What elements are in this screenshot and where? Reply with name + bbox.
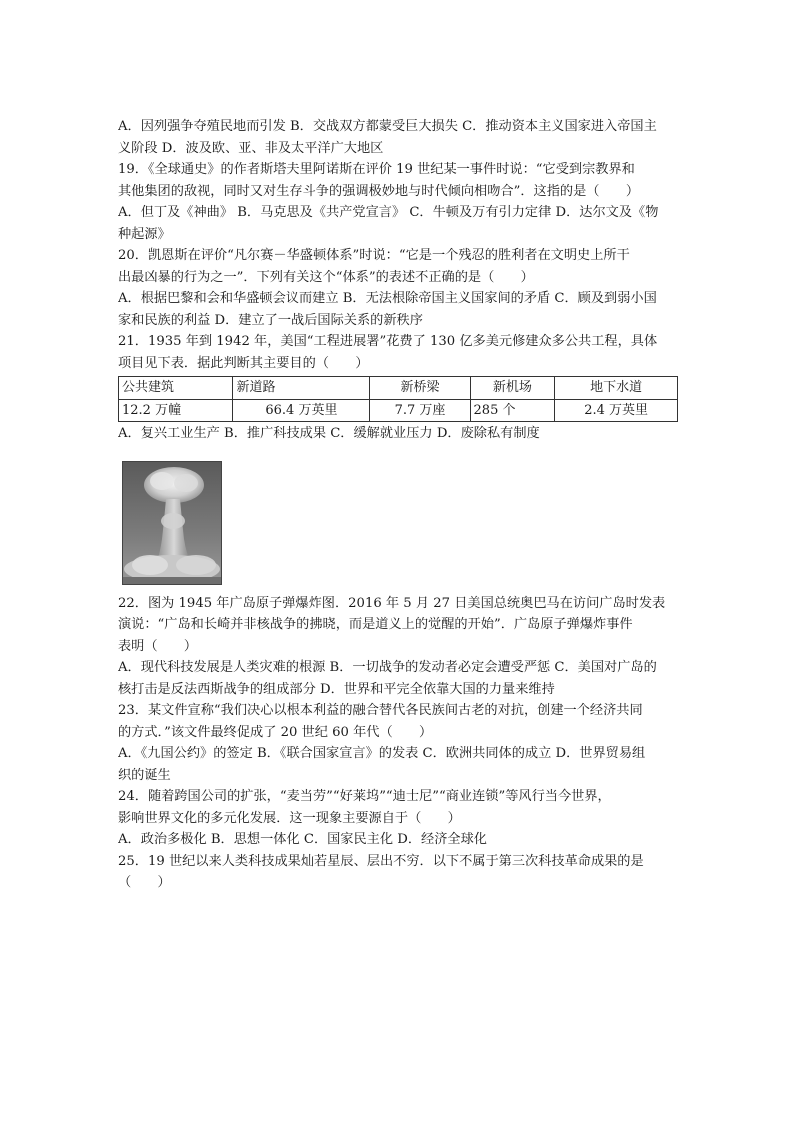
table-cell: 2.4 万英里 <box>555 399 678 422</box>
text-line: （ ） <box>118 875 171 890</box>
text-line: A．但丁及《神曲》 B．马克思及《共产党宣言》 C．牛顿及万有引力定律 D．达尔文及《物 <box>118 205 659 220</box>
text-line: 出最凶暴的行为之一”．下列有关这个“体系”的表述不正确的是（ ） <box>118 269 534 285</box>
table-header-cell: 地下水道 <box>555 377 678 400</box>
text-line: 影响世界文化的多元化发展．这一现象主要源自于（ ） <box>118 810 461 826</box>
text-line: A．根据巴黎和会和华盛顿会议而建立 B．无法根除帝国主义国家间的矛盾 C．顾及到弱小国 <box>118 291 657 306</box>
text-line: 24．随着跨国公司的扩张，“麦当劳”“好莱坞”“迪士尼”“商业连锁”等风行当今世界， <box>118 789 611 804</box>
text-line: 演说：“广岛和长崎并非核战争的拂晓，而是道义上的觉醒的开始”．广岛原子弹爆炸事件 <box>118 617 633 632</box>
text-line: 表明（ ） <box>118 638 198 654</box>
table-header-cell: 新机场 <box>470 377 555 400</box>
text-line: 20．凯恩斯在评价“凡尔赛－华盛顿体系”时说：“它是一个残忍的胜利者在文明史上所干 <box>118 248 630 263</box>
text-line: 25．19 世纪以来人类科技成果灿若星辰、层出不穷．以下不属于第三次科技革命成果的是 <box>118 853 644 869</box>
mushroom-cloud-photo-icon <box>122 461 222 585</box>
text-line: 织的诞生 <box>118 767 171 783</box>
table-cell: 66.4 万英里 <box>233 399 370 422</box>
text-line: 23．某文件宣称“我们决心以根本利益的融合替代各民族间古老的对抗，创建一个经济共同 <box>118 703 643 718</box>
table-header-cell: 公共建筑 <box>119 377 233 400</box>
text-line: 19．《全球通史》的作者斯塔夫里阿诺斯在评价 19 世纪某一事件时说：“它受到宗教界和 <box>118 162 635 177</box>
public-works-table <box>118 376 678 422</box>
text-line: A．因列强争夺殖民地而引发 B．交战双方都蒙受巨大损失 C．推动资本主义国家进入帝国主 <box>118 119 657 134</box>
text-line: 其他集团的敌视，同时又对生存斗争的强调极妙地与时代倾向相吻合”．这指的是（ ） <box>118 183 640 199</box>
question-text-block <box>118 116 680 894</box>
hiroshima-photo <box>122 461 222 585</box>
text-line: 核打击是反法西斯战争的组成部分 D．世界和平完全依靠大国的力量来维持 <box>118 681 555 697</box>
table-header-cell: 新道路 <box>233 377 370 400</box>
table-row <box>119 399 678 422</box>
question-lines-18-21 <box>118 116 680 374</box>
text-line: A．政治多极化 B．思想一体化 C．国家民主化 D．经济全球化 <box>118 832 487 847</box>
text-line: 家和民族的利益 D．建立了一战后国际关系的新秩序 <box>118 312 423 328</box>
question-lines-22-25 <box>118 593 680 894</box>
text-line: 21．1935 年到 1942 年，美国“工程进展署”花费了 130 亿多美元修建众多公共工程，具体 <box>118 334 658 349</box>
table-cell: 12.2 万幢 <box>119 399 233 422</box>
text-line: 义阶段 D．波及欧、亚、非及太平洋广大地区 <box>118 140 384 156</box>
text-line: 项目见下表．据此判断其主要目的（ ） <box>118 355 369 371</box>
table-cell: 7.7 万座 <box>370 399 470 422</box>
text-line: 22．图为 1945 年广岛原子弹爆炸图．2016 年 5 月 27 日美国总统奥巴马在访问广岛时发表 <box>118 595 666 611</box>
text-line: A．现代科技发展是人类灾难的根源 B．一切战争的发动者必定会遭受严惩 C．美国对广岛的 <box>118 660 657 675</box>
table-cell: 285 个 <box>470 399 555 422</box>
text-line: 种起源》 <box>118 226 171 242</box>
text-line: 的方式．”该文件最终促成了 20 世纪 60 年代（ ） <box>118 724 433 740</box>
text-line: A．《九国公约》的签定 B．《联合国家宣言》的发表 C．欧洲共同体的成立 D．世界贸易组 <box>118 746 646 761</box>
answer-options-21: A．复兴工业生产 B．推广科技成果 C．缓解就业压力 D．废除私有制度 <box>118 426 540 441</box>
table-header-cell: 新桥梁 <box>370 377 470 400</box>
table-header-row <box>119 377 678 400</box>
